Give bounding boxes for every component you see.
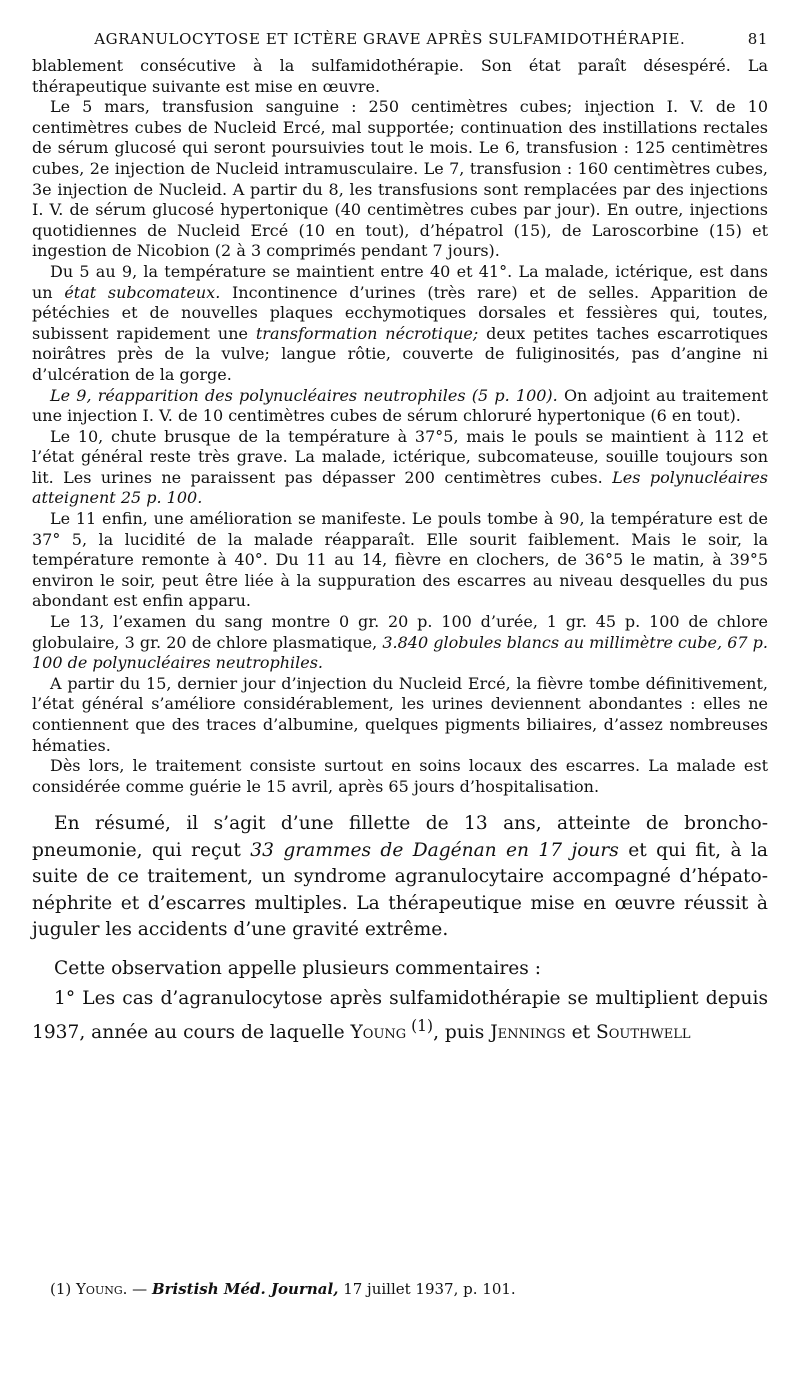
footnote-rest: 17 juillet 1937, p. 101.	[338, 1280, 516, 1298]
observation-text-run: Le 10, chute brusque de la température à 37°5, mais le pouls se maintient à 112 et l’état général reste très grave. La malade, ictérique, subcomateuse, souille toujours son lit. Les urines ne paraissent pas dépasser 200 centimètres cubes.	[32, 426, 768, 487]
commentary-text-run: Cette observation appelle plusieurs commentaires :	[54, 957, 542, 979]
observation-paragraph	[32, 509, 768, 612]
observation-text	[32, 56, 768, 797]
observation-text-run: Dès lors, le traitement consiste surtout en soins locaux des escarres. La malade est considérée comme guérie le 15 avril, après 65 jours d’hospitalisation.	[32, 756, 768, 796]
commentary-text-run: , puis	[433, 1022, 491, 1044]
observation-text-run: On adjoint au traitement une injection I. V. de 10 centimètres cubes de sérum chloruré hypertonique (6 en tout).	[32, 385, 768, 426]
commentary-text-run: Jennings	[490, 1022, 566, 1044]
observation-paragraph	[32, 612, 768, 674]
observation-text-run: Incontinence d’urines (très rare) et de selles. Apparition de pétéchies et de nouvelles plaques ecchymotiques dorsales et fessières qui, toutes, subissent rapidement une	[32, 282, 769, 343]
observation-text-run: Du 5 au 9, la température se maintient entre 40 et 41°. La malade, ictérique, est dans un	[32, 261, 768, 302]
commentary-text-run: (1)	[406, 1016, 434, 1035]
commentary-paragraph	[32, 986, 768, 1046]
page-number: 81	[747, 30, 768, 48]
footnote	[50, 1280, 516, 1298]
commentary-text	[32, 811, 768, 1046]
observation-paragraph	[32, 756, 768, 797]
observation-text-run: deux petites taches escarrotiques noirâtres près de la vulve; langue rôtie, couverte de fuliginosités, pas d’angine ni d’ulcération de la gorge.	[32, 323, 769, 384]
footnote-author: Young.	[76, 1280, 128, 1298]
commentary-text-run: 1° Les cas d’agranulocytose après sulfamidothérapie se multiplient depuis 1937, année au cours de laquelle	[32, 988, 768, 1044]
footnote-dash: —	[127, 1280, 152, 1298]
page	[32, 30, 768, 1051]
observation-text-run: Le 9, réapparition des polynucléaires neutrophiles (5 p. 100).	[50, 385, 558, 405]
commentary-text-run: Southwell	[595, 1022, 691, 1044]
observation-paragraph	[32, 674, 768, 756]
observation-text-run: 3.840 globules blancs au millimètre cube, 67 p. 100 de polynucléaires neutrophiles.	[32, 632, 769, 673]
observation-paragraph	[32, 56, 768, 97]
observation-text-run: Le 11 enfin, une amélioration se manifeste. Le pouls tombe à 90, la température est de 37° 5, la lucidité de la malade réapparaît. Elle sourit faiblement. Mais le soir, la température remonte à 40°. Du 11 au 14, fièvre en clochers, de 36°5 le matin, à 39°5 environ le soir, peut être liée à la suppuration des escarres au niveau desquelles du pus abondant est enfin apparu.	[32, 509, 768, 611]
observation-paragraph	[32, 97, 768, 262]
footnote-journal: Bristish Méd. Journal,	[151, 1280, 339, 1298]
commentary-text-run: et	[565, 1022, 596, 1044]
commentary-text-run: 33 grammes de Dagénan en 17 jours	[250, 839, 619, 861]
commentary-text-run: En résumé, il s’agit d’une fillette de 13 ans, atteinte de broncho-pneumonie, qui reçut	[32, 813, 768, 861]
observation-text-run: transformation nécrotique;	[255, 323, 479, 343]
observation-text-run: A partir du 15, dernier jour d’injection du Nucleid Ercé, la fièvre tombe définitivement, l’état général s’améliore considérablement, les urines deviennent abondantes : elles ne contiennent que des traces d’albumine, quelques pigments biliaires, d’assez nombreuses hématies.	[32, 673, 768, 755]
commentary-text-run: et qui fit, à la suite de ce traitement, un syndrome agranulocytaire accompagné d’hépato-néphrite et d’escarres multiples. La thérapeutique mise en œuvre réussit à juguler les accidents d’une gravité extrême.	[32, 839, 768, 941]
observation-text-run: état subcomateux.	[64, 282, 221, 302]
observation-paragraph	[32, 427, 768, 509]
observation-text-run: Le 13, l’examen du sang montre 0 gr. 20 p. 100 d’urée, 1 gr. 45 p. 100 de chlore globulaire, 3 gr. 20 de chlore plasmatique,	[32, 612, 768, 652]
running-title: AGRANULOCYTOSE ET ICTÈRE GRAVE APRÈS SULFAMIDOTHÉRAPIE.	[94, 30, 686, 48]
observation-text-run: Le 5 mars, transfusion sanguine : 250 centimètres cubes; injection I. V. de 10 centimètres cubes de Nucleid Ercé, mal supportée; continuation des instillations rectales de sérum glucosé qui seront poursuivies tout le mois. Le 6, transfusion : 125 centimètres cubes, 2e injection de Nucleid intramusculaire. Le 7, transfusion : 160 centimètres cubes, 3e injection de Nucleid. A partir du 8, les transfusions sont remplacées par des injections I. V. de sérum glucosé hypertonique (40 centimètres cubes par jour). En outre, injections quotidiennes de Nucleid Ercé (10 en tout), d’hépatrol (15), de Laroscorbine (15) et ingestion de Nicobion (2 à 3 comprimés pendant 7 jours).	[32, 97, 768, 261]
observation-text-run: blablement consécutive à la sulfamidothérapie. Son état paraît désespéré. La thérapeutique suivante est mise en œuvre.	[32, 56, 768, 96]
running-head	[32, 30, 768, 48]
commentary-paragraph	[32, 811, 768, 944]
observation-paragraph	[32, 386, 768, 427]
footnote-marker: (1)	[50, 1280, 72, 1298]
observation-paragraph	[32, 262, 768, 386]
commentary-text-run: Young	[350, 1022, 407, 1044]
commentary-paragraph	[32, 956, 768, 983]
observation-text-run: Les polynucléaires atteignent 25 p. 100.	[32, 467, 769, 508]
